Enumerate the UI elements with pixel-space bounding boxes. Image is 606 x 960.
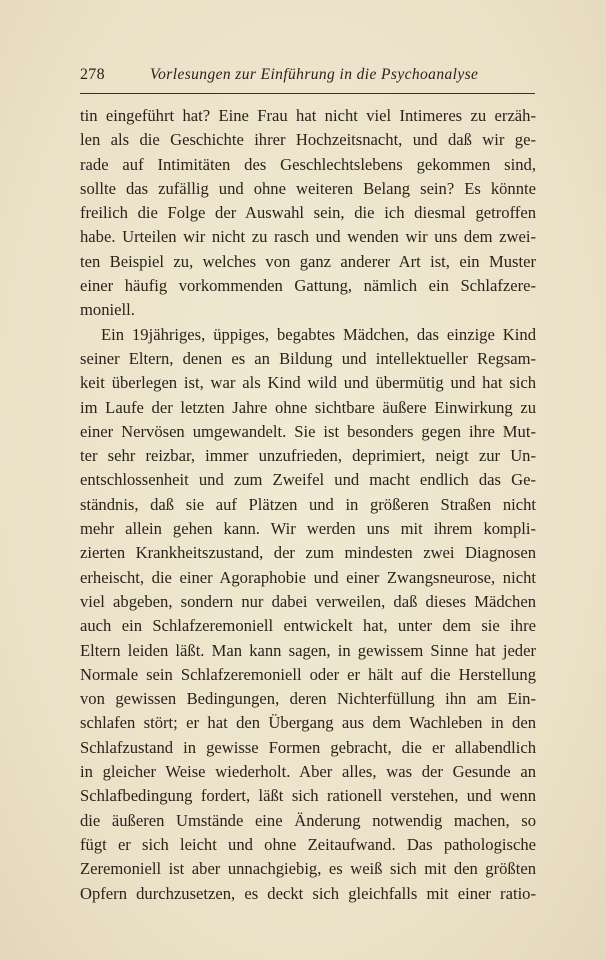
text-line: die äußeren Umstände eine Änderung notwendig machen, so [80,810,536,830]
text-line: erheischt, die einer Agoraphobie und einer Zwangsneurose, nicht [80,567,536,587]
text-line: auch ein Schlafzeremoniell entwickelt hat, unter dem sie ihre [80,616,536,636]
body-text [80,104,536,906]
text-line: entschlossenheit und zum Zweifel und macht endlich das Ge- [80,470,536,490]
text-line: tin eingeführt hat? Eine Frau hat nicht viel Intimeres zu erzäh- [80,106,536,125]
text-line: len als die Geschichte ihrer Hochzeitsnacht, und daß wir ge- [80,130,536,150]
page-number: 278 [80,66,105,83]
text-line: einer Nervösen umgewandelt. Sie ist besonders gegen ihre Mut- [80,421,536,441]
text-line: schlafen stört; er hat den Übergang aus dem Wachleben in den [80,713,536,733]
text-line: ständnis, daß sie auf Plätzen und in größeren Straßen nicht [80,494,536,514]
text-line: habe. Urteilen wir nicht zu rasch und wenden wir uns dem zwei- [80,227,536,247]
text-line: ten Beispiel zu, welches von ganz anderer Art ist, ein Muster [80,251,536,271]
text-line-paragraph-start: Ein 19jähriges, üppiges, begabtes Mädchen, das einzige Kind [101,324,536,344]
text-line: rade auf Intimitäten des Geschlechtslebens gekommen sind, [80,154,536,174]
text-line: freilich die Folge der Auswahl sein, die ich diesmal getroffen [80,203,536,223]
text-line: Opfern durchzusetzen, es deckt sich gleichfalls mit einer ratio- [80,883,536,903]
header-rule [80,93,535,94]
text-line: viel abgeben, sondern nur dabei verweilen, daß dieses Mädchen [80,591,536,611]
text-line: Schlafzustand in gewisse Formen gebracht, die er allabendlich [80,737,536,757]
text-line: ter sehr reizbar, immer unzufrieden, deprimiert, neigt zur Un- [80,446,536,466]
text-line: Schlafbedingung fordert, läßt sich rationell verstehen, und wenn [80,786,536,806]
text-line: einer häufig vorkommenden Gattung, nämlich ein Schlafzere- [80,276,536,296]
text-line: mehr allein gehen kann. Wir werden uns mit ihrem kompli- [80,519,536,539]
text-line: Eltern leiden läßt. Man kann sagen, in gewissem Sinne hat jeder [80,640,536,660]
page-header [80,66,535,90]
text-line: sollte das zufällig und ohne weiteren Belang sein? Es könnte [80,178,536,198]
text-line: in gleicher Weise wiederholt. Aber alles, was der Gesunde an [80,762,536,782]
text-line: fügt er sich leicht und ohne Zeitaufwand. Das pathologische [80,834,536,854]
text-line: im Laufe der letzten Jahre ohne sichtbare äußere Einwirkung zu [80,397,536,417]
text-line: Zeremoniell ist aber unnachgiebig, es weiß sich mit den größten [80,859,536,879]
text-line: zierten Krankheitszustand, der zum mindesten zwei Diagnosen [80,543,536,563]
running-head: Vorlesungen zur Einführung in die Psychoanalyse [150,66,479,83]
text-line: keit überlegen ist, war als Kind wild und übermütig und hat sich [80,373,536,393]
text-line: Normale sein Schlafzeremoniell oder er hält auf die Herstellung [80,664,536,684]
text-line: seiner Eltern, denen es an Bildung und intellektueller Regsam- [80,348,536,368]
text-line: von gewissen Bedingungen, deren Nichterfüllung ihn am Ein- [80,689,536,709]
text-line-paragraph-end: moniell. [80,300,135,320]
